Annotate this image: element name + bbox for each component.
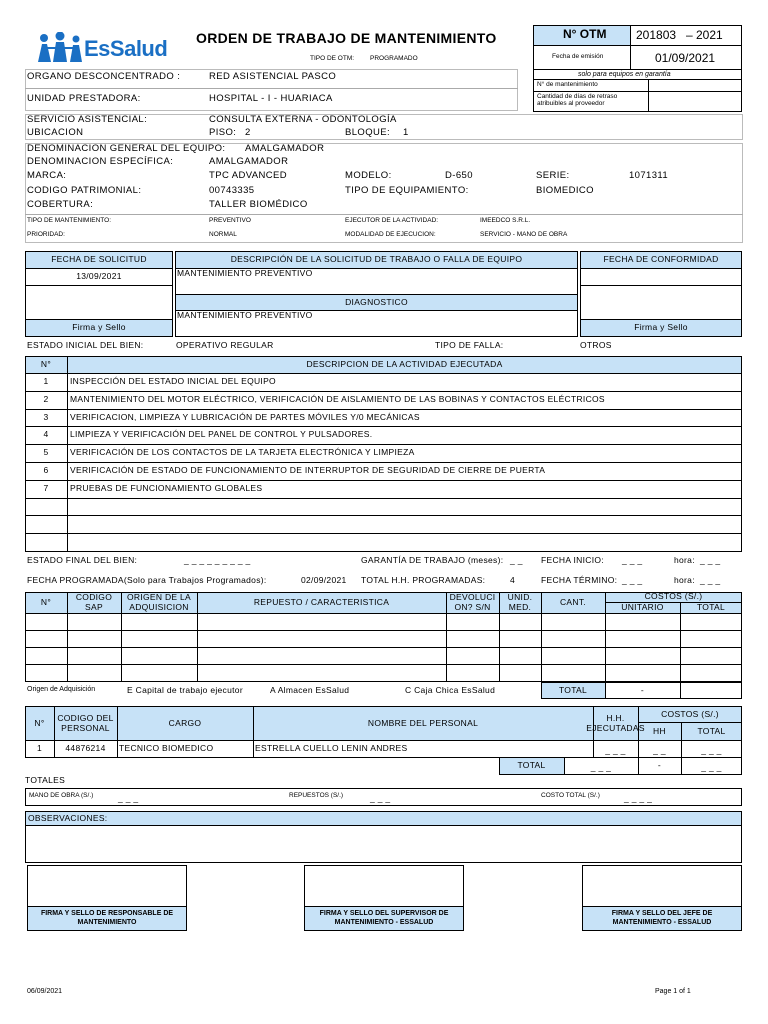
actividad-text: INSPECCIÓN DEL ESTADO INICIAL DEL EQUIPO (70, 376, 276, 386)
actividad-num: 2 (43, 394, 49, 405)
per-row-nombre: ESTRELLA CUELLO LENIN ANDRES (255, 743, 408, 753)
firma-sello-right: Firma y Sello (634, 322, 688, 333)
otm-label: N° OTM (563, 27, 607, 41)
tipo-otm-label: TIPO DE OTM: (310, 55, 355, 62)
serie-value: 1071311 (629, 170, 669, 181)
rep-total-header: TOTAL (696, 602, 726, 613)
serie-label: SERIE: (536, 170, 570, 181)
firma-responsable: FIRMA Y SELLO DE RESPONSABLE DE MANTENIMIENTO (40, 910, 174, 926)
actividad-num (25, 533, 67, 551)
marca-value: TPC ADVANCED (209, 170, 287, 181)
actividad-text: VERIFICACIÓN DE LOS CONTACTOS DE LA TARJETA ELECTRÓNICA Y LIMPIEZA (70, 447, 415, 457)
rep-devolucion-header: DEVOLUCI ON? S/N (449, 592, 496, 612)
tipo-mant-value: PREVENTIVO (209, 217, 251, 224)
tipo-equip-value: BIOMEDICO (536, 185, 594, 196)
per-total-hh-cost: - (657, 760, 662, 771)
per-row-num: 1 (36, 743, 43, 754)
fecha-emision: 01/09/2021 (655, 51, 716, 65)
per-codigo-header: CODIGO DEL PERSONAL (57, 712, 114, 733)
per-total-hh: _ _ _ (590, 762, 612, 773)
per-costos-header: COSTOS (S/.) (661, 708, 719, 719)
per-hh-header: H.H. EJECUTADAS (586, 712, 645, 733)
origen-label: Origen de Adquisición (27, 686, 96, 693)
fecha-termino-value: _ _ _ (622, 575, 643, 585)
actividad-text: PRUEBAS DE FUNCIONAMIENTO GLOBALES (70, 483, 263, 493)
costo-total-label: COSTO TOTAL (S/.) (541, 792, 600, 799)
retraso-label: Cantidad de días de retraso atribuibles al proveedor (537, 93, 618, 108)
den-general-value: AMALGAMADOR (245, 143, 325, 154)
fecha-inicio-label: FECHA INICIO: (541, 555, 604, 565)
tipo-mant-label: TIPO DE MANTENIMIENTO: (27, 217, 112, 224)
descripcion-label: DESCRIPCIÓN DE LA SOLICITUD DE TRABAJO O FALLA DE EQUIPO (230, 254, 523, 265)
per-cost-total-header: TOTAL (697, 725, 726, 736)
footer-date: 06/09/2021 (27, 988, 63, 995)
rep-total-value: - (640, 684, 645, 695)
actividad-num (25, 515, 67, 533)
essalud-logo (36, 32, 171, 64)
diagnostico-value: MANTENIMIENTO PREVENTIVO (177, 310, 313, 320)
fecha-inicio-value: _ _ _ (622, 555, 643, 565)
per-row-codigo: 44876214 (65, 743, 106, 754)
modalidad-value: SERVICIO - MANO DE OBRA (480, 231, 568, 238)
fecha-emision-label: Fecha de emisión (552, 53, 604, 60)
fecha-programada-label: FECHA PROGRAMADA(Solo para Trabajos Programados): (27, 575, 267, 585)
repuestos-total-value: _ _ _ (370, 793, 391, 803)
rep-origen-header: ORIGEN DE LA ADQUISICION (126, 592, 192, 612)
estado-inicial-value: OPERATIVO REGULAR (176, 340, 274, 350)
costo-total-value: _ _ _ _ (624, 793, 653, 803)
estado-inicial-label: ESTADO INICIAL DEL BIEN: (27, 340, 144, 350)
actividad-text: VERIFICACION, LIMPIEZA Y LUBRICACIÓN DE PARTES MÓVILES Y/0 MECÁNICAS (70, 412, 420, 422)
hora-inicio-label: hora: (674, 555, 695, 565)
rep-codigo-header: CODIGO SAP (75, 592, 113, 612)
fecha-solicitud-value: 13/09/2021 (76, 271, 122, 282)
otm-number: 201803 (636, 28, 677, 42)
piso-label: PISO: (209, 127, 237, 138)
per-nombre-header: NOMBRE DEL PERSONAL (367, 717, 479, 728)
rep-unitario-header: UNITARIO (621, 602, 664, 613)
observaciones-label: OBSERVACIONES: (28, 813, 108, 823)
prioridad-value: NORMAL (209, 231, 237, 238)
organo-label: ORGANO DESCONCENTRADO : (27, 71, 181, 82)
ejecutor-value: IMEEDCO S.R.L. (480, 217, 531, 224)
total-hh-label: TOTAL H.H. PROGRAMADAS: (361, 575, 486, 585)
firma-sello-left: Firma y Sello (72, 322, 126, 333)
footer-page: Page 1 of 1 (655, 988, 691, 995)
tipo-equip-label: TIPO DE EQUIPAMIENTO: (345, 185, 469, 196)
fecha-programada-value: 02/09/2021 (301, 575, 347, 585)
codigo-value: 00743335 (209, 185, 255, 196)
hora-termino-label: hora: (674, 575, 695, 585)
cobertura-label: COBERTURA: (27, 199, 94, 210)
organo-value: RED ASISTENCIAL PASCO (209, 71, 337, 82)
firma-supervisor: FIRMA Y SELLO DEL SUPERVISOR DE MANTENIMIENTO - ESSALUD (319, 910, 449, 926)
actividad-text: LIMPIEZA Y VERIFICACIÓN DEL PANEL DE CONTROL Y PULSADORES. (70, 429, 373, 439)
total-hh-value: 4 (510, 575, 516, 585)
diagnostico-label: DIAGNOSTICO (345, 296, 408, 307)
rep-unid-header: UNID. MED. (507, 592, 533, 612)
per-num-header: N° (34, 717, 45, 728)
actividad-num (25, 498, 67, 516)
origen-c: C Caja Chica EsSalud (405, 685, 496, 695)
den-especifica-label: DENOMINACION ESPECÍFICA: (27, 156, 174, 167)
rep-cant-header: CANT. (559, 597, 587, 608)
actividad-num: 4 (43, 429, 49, 440)
cobertura-value: TALLER BIOMÉDICO (209, 199, 308, 210)
page-title: ORDEN DE TRABAJO DE MANTENIMIENTO (196, 30, 497, 46)
unidad-label: UNIDAD PRESTADORA: (27, 93, 141, 104)
estado-final-label: ESTADO FINAL DEL BIEN: (27, 555, 138, 565)
piso-value: 2 (245, 127, 251, 138)
per-total-label: TOTAL (517, 760, 546, 771)
firma-jefe: FIRMA Y SELLO DEL JEFE DE MANTENIMIENTO - ESSALUD (611, 910, 713, 926)
tipo-otm-value: PROGRAMADO (370, 55, 418, 62)
actividad-num: 1 (43, 376, 49, 387)
estado-final-value: _ _ _ _ _ _ _ _ _ (184, 555, 251, 565)
servicio-label: SERVICIO ASISTENCIAL: (27, 114, 148, 125)
tipo-falla-value: OTROS (580, 340, 612, 350)
per-row-total: _ _ _ (701, 745, 722, 756)
nro-mantenimiento-label: N° de mantenimiento (537, 81, 598, 88)
hora-inicio-value: _ _ _ (700, 555, 721, 565)
fecha-solicitud-label: FECHA DE SOLICITUD (51, 254, 147, 265)
actividad-num-header: N° (40, 359, 52, 370)
den-general-label: DENOMINACION GENERAL DEL EQUIPO: (27, 143, 226, 154)
ubicacion-label: UBICACION (27, 127, 84, 138)
actividad-num: 6 (43, 465, 49, 476)
mano-obra-value: _ _ _ (118, 793, 139, 803)
fecha-termino-label: FECHA TÉRMINO: (541, 575, 618, 585)
rep-repuesto-header: REPUESTO / CARACTERISTICA (253, 597, 390, 608)
prioridad-label: PRIORIDAD: (27, 231, 65, 238)
bloque-label: BLOQUE: (345, 127, 391, 138)
actividad-num: 3 (43, 412, 49, 423)
marca-label: MARCA: (27, 170, 67, 181)
hora-termino-value: _ _ _ (700, 575, 721, 585)
tipo-falla-label: TIPO DE FALLA: (435, 340, 504, 350)
repuestos-total-label: REPUESTOS (S/.) (289, 792, 344, 799)
actividad-num: 7 (43, 483, 49, 494)
per-total-total: _ _ _ (701, 762, 722, 773)
actividad-desc-header: DESCRIPCION DE LA ACTIVIDAD EJECUTADA (306, 359, 503, 370)
origen-a: A Almacen EsSalud (270, 685, 350, 695)
unidad-value: HOSPITAL - I - HUARIACA (209, 93, 333, 104)
servicio-value: CONSULTA EXTERNA - ODONTOLOGÍA (209, 114, 397, 125)
rep-costos-header: COSTOS (S/.) (644, 591, 703, 602)
per-row-costo-hh: _ _ (653, 745, 666, 756)
per-row-hh: _ _ _ (605, 745, 626, 756)
actividad-text: VERIFICACIÓN DE ESTADO DE FUNCIONAMIENTO DE INTERRUPTOR DE SEGURIDAD DE CIERRE DE PUERTA (70, 465, 546, 475)
otm-year: – 2021 (686, 28, 723, 42)
actividad-num: 5 (43, 447, 49, 458)
per-row-cargo: TECNICO BIOMEDICO (119, 743, 214, 753)
rep-num-header: N° (40, 597, 52, 608)
garantia-label: GARANTÍA DE TRABAJO (meses): (361, 555, 504, 565)
descripcion-value: MANTENIMIENTO PREVENTIVO (177, 268, 313, 278)
actividad-text: MANTENIMIENTO DEL MOTOR ELÉCTRICO, VERIFICACIÓN DE AISLAMIENTO DE LAS BOBINAS Y CONTACTOS ELÉCTRICOS (70, 394, 605, 404)
totales-label: TOTALES (25, 775, 66, 785)
modalidad-label: MODALIDAD DE EJECUCION: (345, 231, 436, 238)
bloque-value: 1 (403, 127, 409, 138)
conformidad-label: FECHA DE CONFORMIDAD (603, 254, 719, 265)
per-cargo-header: CARGO (168, 717, 202, 728)
garantia-note: solo para equipos en garantía (578, 71, 671, 78)
ejecutor-label: EJECUTOR DE LA ACTIVIDAD: (345, 217, 439, 224)
garantia-value: _ _ (510, 555, 523, 565)
origen-e: E Capital de trabajo ejecutor (127, 685, 243, 695)
codigo-label: CODIGO PATRIMONIAL: (27, 185, 142, 196)
modelo-label: MODELO: (345, 170, 392, 181)
mano-obra-label: MANO DE OBRA (S/.) (29, 792, 94, 799)
rep-total-label: TOTAL (558, 684, 588, 695)
den-especifica-value: AMALGAMADOR (209, 156, 289, 167)
modelo-value: D-650 (445, 170, 473, 181)
per-cost-hh-header: HH (653, 725, 666, 736)
family-logo-icon (36, 32, 84, 64)
brand-name: EsSalud (84, 36, 168, 61)
